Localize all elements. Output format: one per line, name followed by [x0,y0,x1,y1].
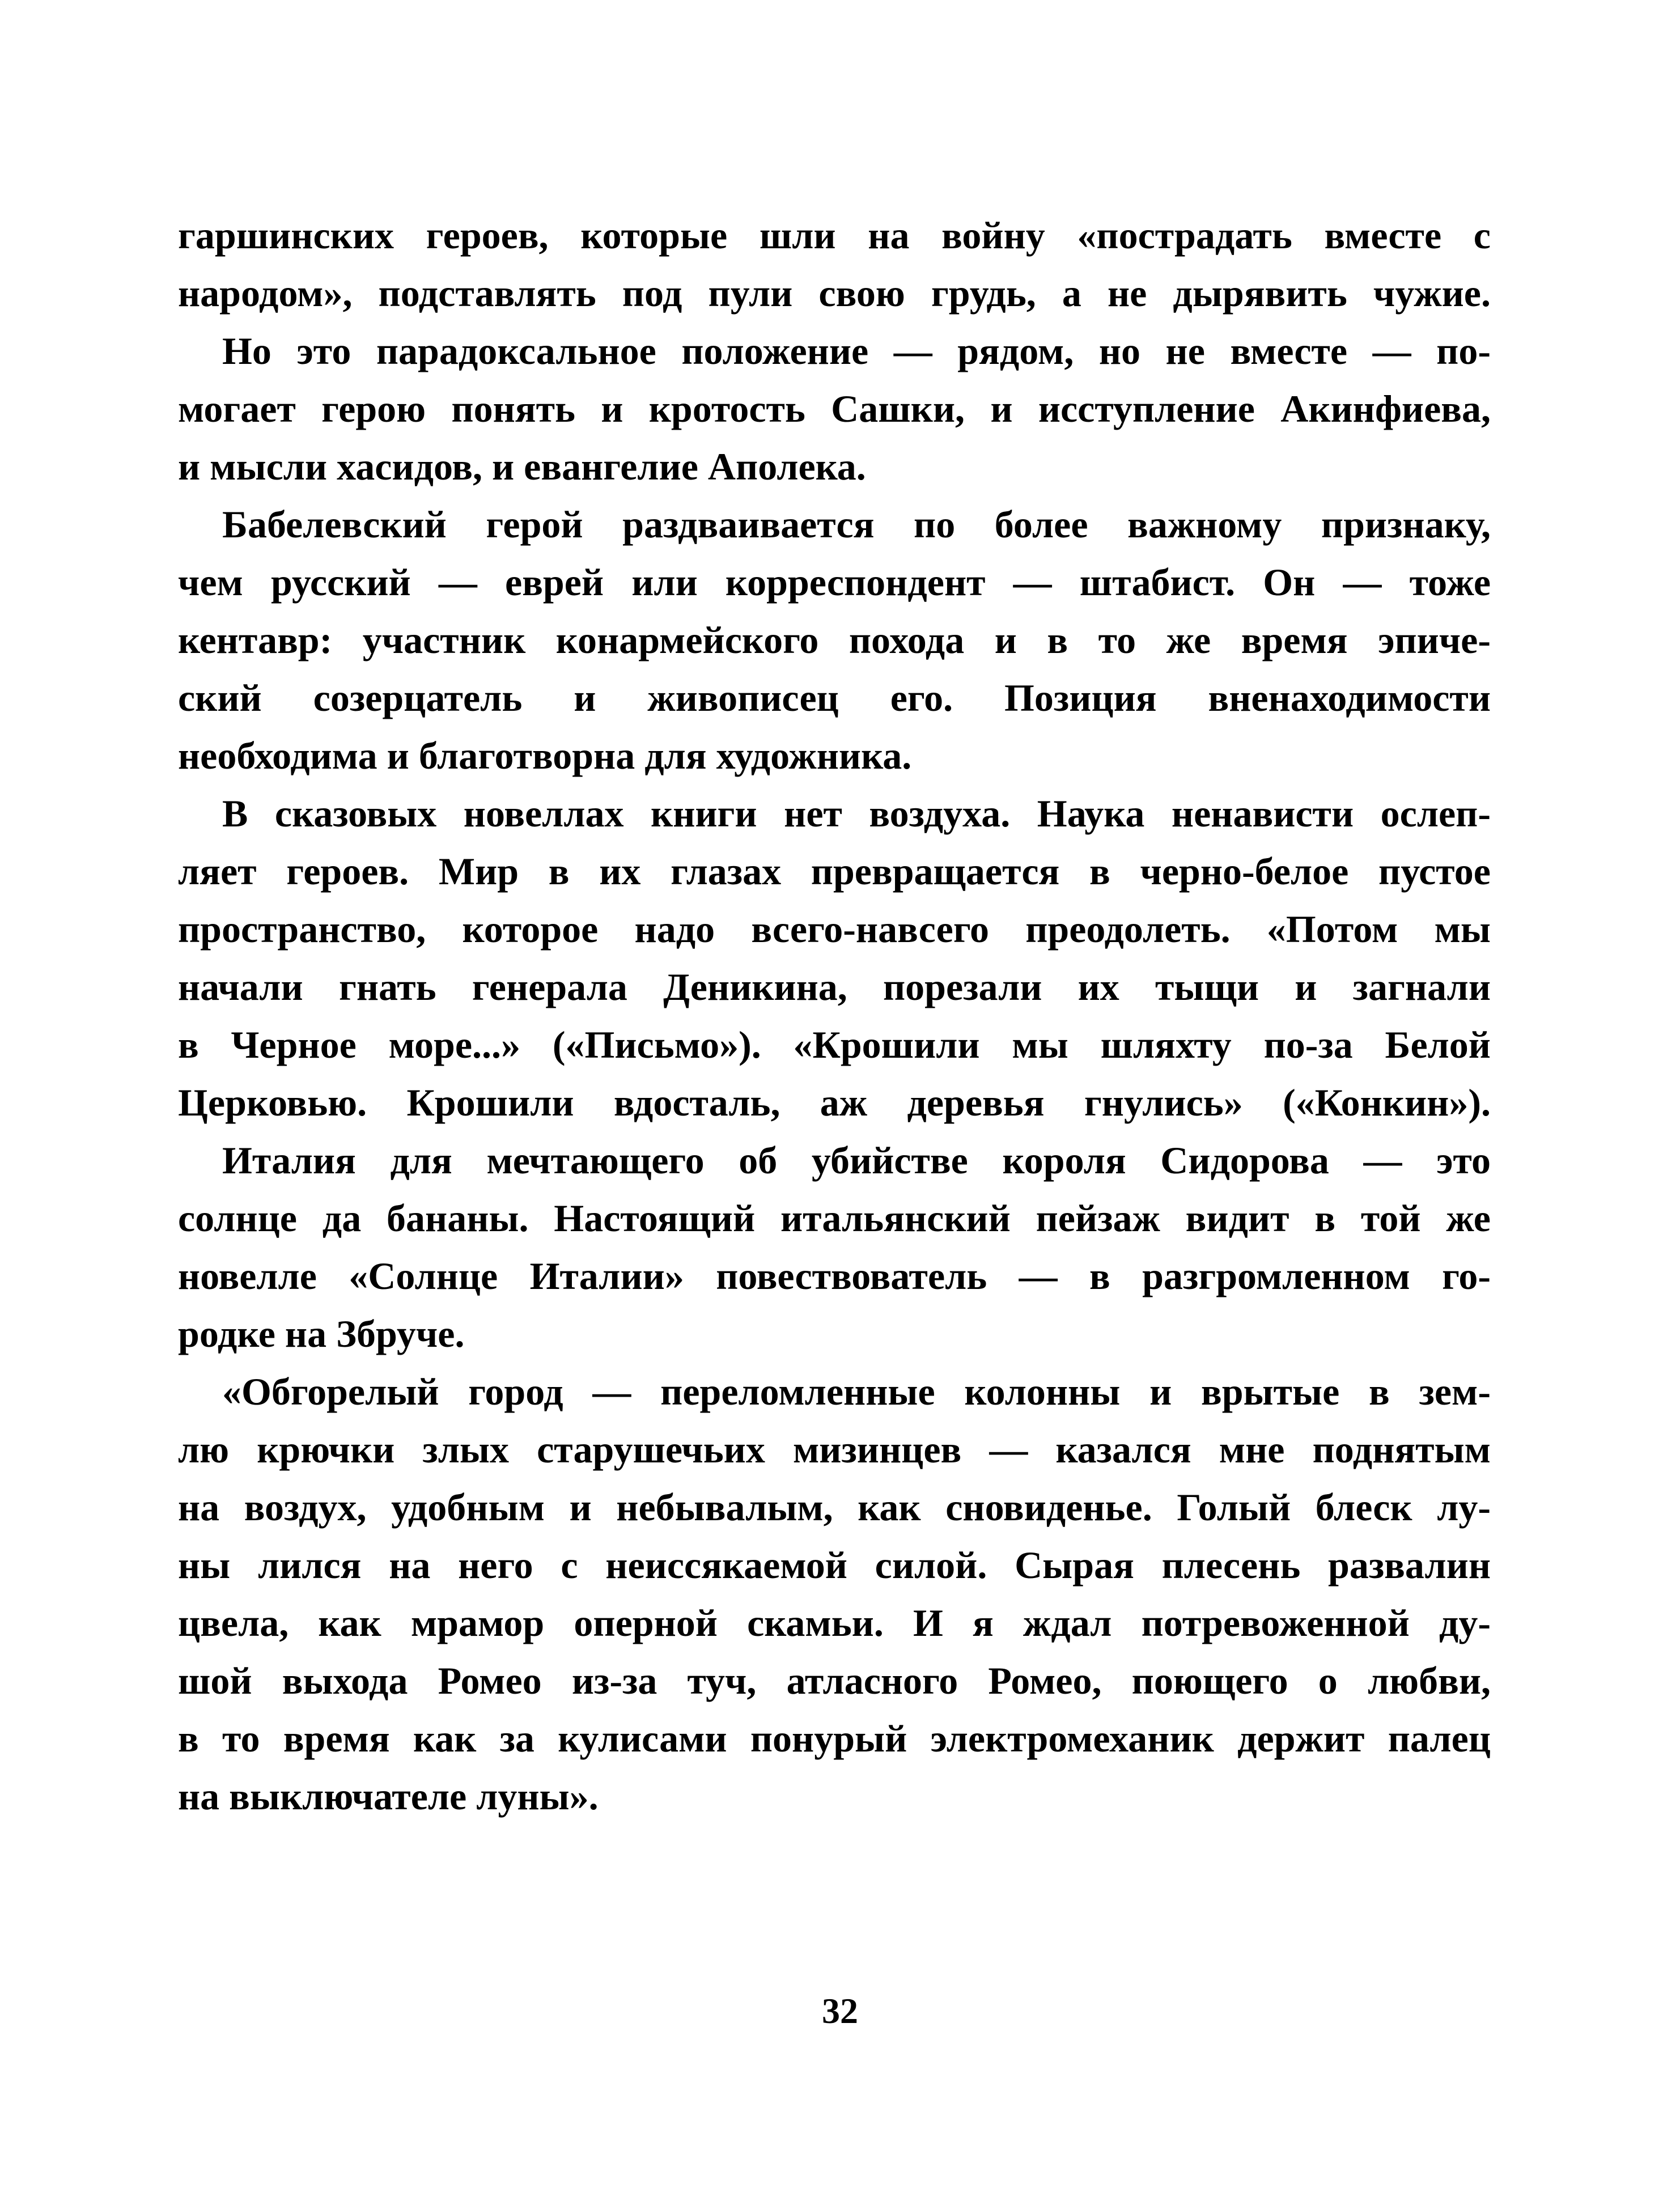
text-line: шой выхода Ромео из-за туч, атласного Ромео, поющего о любви, [178,1659,1491,1702]
paragraph [178,322,1491,495]
text-line: пространство, которое надо всего-навсего преодолеть. «Потом мы [178,907,1491,951]
paragraph [178,1363,1491,1825]
text-line: цвела, как мрамор оперной скамьи. И я ждал потревоженной ду- [178,1601,1491,1644]
page-footer [0,1993,1680,2029]
text-line: ляет героев. Мир в их глазах превращается в черно-белое пустое [178,850,1491,893]
page-number: 32 [822,1991,858,2031]
text-line: народом», подставлять под пули свою грудь, а не дырявить чужие. [178,272,1491,315]
text-line: лю крючки злых старушечьих мизинцев — казался мне поднятым [178,1428,1491,1471]
text-line: В сказовых новеллах книги нет воздуха. Наука ненависти ослеп- [222,792,1491,835]
text-line: «Обгорелый город — переломленные колонны и врытые в зем- [222,1370,1491,1413]
text-line: Бабелевский герой раздваивается по более важному признаку, [222,503,1491,546]
text-line: начали гнать генерала Деникина, порезали их тыщи и загнали [178,965,1491,1008]
text-line: и мысли хасидов, и евангелие Аполека. [178,445,866,488]
text-line: солнце да бананы. Настоящий итальянский пейзаж видит в той же [178,1197,1491,1240]
text-line: в Черное море...» («Письмо»). «Крошили мы шляхту по-за Белой [178,1023,1491,1066]
text-line: родке на Збруче. [178,1312,465,1355]
text-line: новелле «Солнце Италии» повествователь — в разгромленном го- [178,1254,1491,1297]
paragraph [178,1131,1491,1363]
text-line: Италия для мечтающего об убийстве короля Сидорова — это [222,1139,1491,1182]
text-line: ны лился на него с неиссякаемой силой. Сырая плесень развалин [178,1543,1491,1587]
text-line: кентавр: участник конармейского похода и в то же время эпиче- [178,618,1491,661]
text-line: могает герою понять и кротость Сашки, и исступление Акинфиева, [178,387,1491,430]
text-line: на выключателе луны». [178,1775,599,1818]
text-line: чем русский — еврей или корреспондент — штабист. Он — тоже [178,561,1491,604]
text-line: необходима и благотворна для художника. [178,734,912,777]
text-line: гаршинских героев, которые шли на войну «пострадать вместе с [178,214,1491,257]
paragraph [178,784,1491,1131]
text-line: в то время как за кулисами понурый электромеханик держит палец [178,1717,1491,1760]
text-line: на воздух, удобным и небывалым, как сновиденье. Голый блеск лу- [178,1486,1491,1529]
text-line: Но это парадоксальное положение — рядом, но не вместе — по- [222,329,1491,372]
text-line: Церковью. Крошили вдосталь, аж деревья гнулись» («Конкин»). [178,1081,1491,1124]
body-text [178,206,1491,1825]
text-line: ский созерцатель и живописец его. Позиция вненаходимости [178,676,1491,719]
paragraph [178,206,1491,322]
paragraph [178,495,1491,784]
